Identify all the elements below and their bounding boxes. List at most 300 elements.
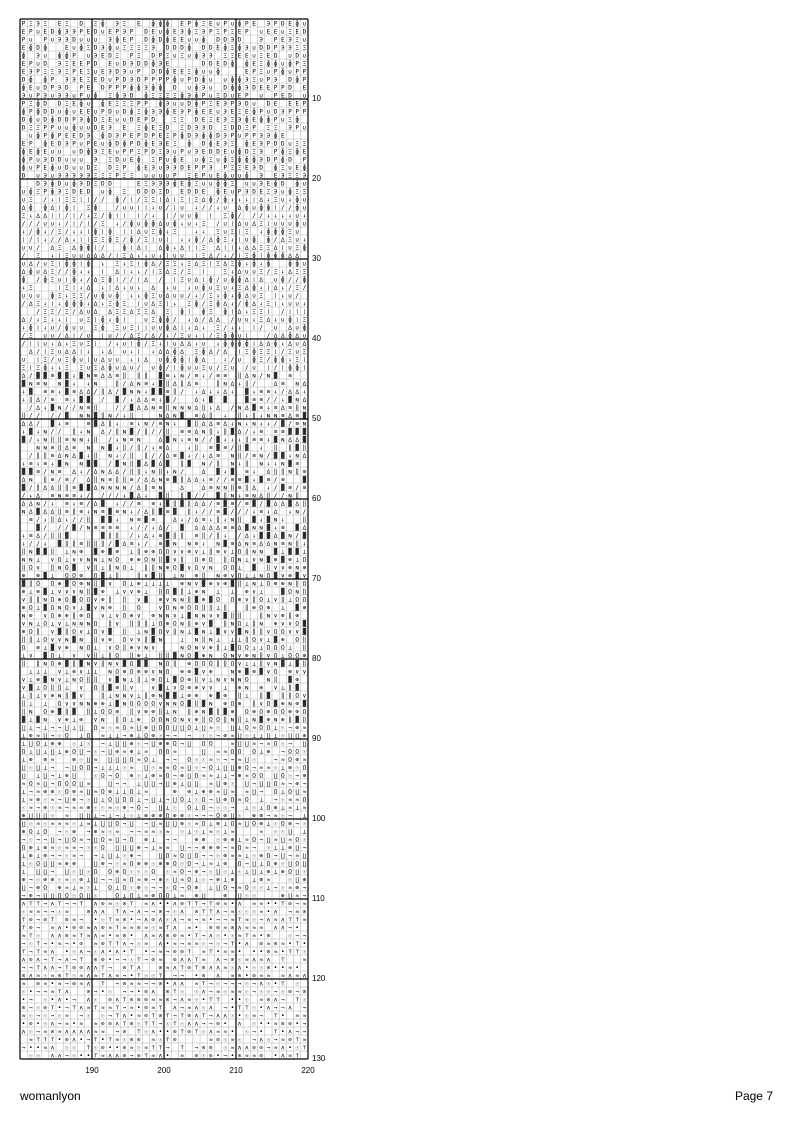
stitch-symbol: ∪ <box>252 53 256 60</box>
stitch-symbol: ⊕ <box>216 877 220 884</box>
stitch-symbol: / <box>36 221 40 228</box>
stitch-symbol: ❘ <box>144 205 148 212</box>
stitch-symbol: ɴ <box>252 373 256 380</box>
stitch-symbol: ↓ <box>130 357 134 364</box>
stitch-symbol: ↓ <box>267 197 271 204</box>
stitch-symbol: P <box>245 21 249 28</box>
stitch-symbol: ¬ <box>123 989 127 996</box>
stitch-symbol: Ω <box>238 861 242 868</box>
stitch-symbol: E <box>216 61 220 68</box>
stitch-symbol: ‖ <box>245 485 249 492</box>
stitch-symbol: ⊥ <box>209 629 213 636</box>
stitch-symbol: ≡ <box>195 533 199 540</box>
stitch-symbol: / <box>195 453 199 460</box>
stitch-symbol: ∪ <box>259 29 263 36</box>
stitch-symbol: ¬ <box>151 949 155 956</box>
stitch-symbol: Ω <box>295 749 299 756</box>
stitch-symbol: ↓ <box>22 397 26 404</box>
stitch-symbol: Э <box>108 125 112 132</box>
stitch-symbol: ɸ <box>173 357 177 364</box>
stitch-symbol: ʌ <box>51 933 55 940</box>
stitch-symbol: Э <box>259 37 263 44</box>
stitch-symbol: ▓ <box>281 420 285 428</box>
stitch-symbol: ⊕ <box>187 661 191 668</box>
stitch-symbol: ❘ <box>274 349 278 356</box>
stitch-symbol: / <box>144 445 148 452</box>
stitch-symbol: ɴ <box>151 405 155 412</box>
stitch-symbol: ɴ <box>79 645 83 652</box>
stitch-symbol: ≈ <box>115 829 119 836</box>
stitch-symbol: ʌ <box>159 1053 163 1060</box>
stitch-symbol: Ξ <box>295 189 299 196</box>
stitch-symbol: Ω <box>173 765 177 772</box>
stitch-symbol: ∨ <box>151 645 155 652</box>
stitch-symbol: ▓ <box>58 372 62 380</box>
stitch-symbol: ∆ <box>21 477 26 484</box>
stitch-symbol: ¬ <box>195 1045 199 1052</box>
stitch-symbol: Ξ <box>202 261 206 268</box>
stitch-symbol: ∪ <box>267 69 271 76</box>
stitch-symbol: P <box>303 69 307 76</box>
stitch-symbol: ʌ <box>288 1029 292 1036</box>
stitch-symbol: ≡ <box>159 405 163 412</box>
stitch-symbol: ⊥ <box>36 605 40 612</box>
stitch-symbol: ∨ <box>72 557 76 564</box>
stitch-symbol: ⊙ <box>195 1053 199 1060</box>
stitch-symbol: ▓ <box>274 636 278 644</box>
stitch-symbol: ⊤ <box>166 1037 170 1044</box>
stitch-symbol: ☉ <box>245 893 249 900</box>
stitch-symbol: ɸ <box>43 365 47 372</box>
stitch-symbol: ⋃ <box>43 813 47 820</box>
stitch-symbol: ☉ <box>166 869 170 876</box>
stitch-symbol: ʌ <box>173 925 177 932</box>
stitch-symbol: ∨ <box>173 685 177 692</box>
stitch-symbol: ∆ <box>86 477 91 484</box>
stitch-symbol: • <box>245 973 249 980</box>
stitch-symbol: Э <box>288 45 292 52</box>
stitch-symbol: ɸ <box>295 149 299 156</box>
stitch-symbol: E <box>223 189 227 196</box>
stitch-symbol: ↓ <box>151 533 155 540</box>
stitch-symbol: ☉ <box>43 997 47 1004</box>
stitch-symbol: ɸ <box>267 61 271 68</box>
stitch-symbol: ⊤ <box>173 1021 177 1028</box>
stitch-symbol: ≈ <box>51 757 55 764</box>
stitch-symbol: / <box>65 213 69 220</box>
stitch-symbol: ʌ <box>58 1053 62 1060</box>
stitch-symbol: ⊕ <box>303 773 307 780</box>
stitch-symbol: ⋃ <box>166 821 170 828</box>
stitch-symbol: Ξ <box>65 309 69 316</box>
stitch-symbol: ↓ <box>159 397 163 404</box>
stitch-symbol: ⊙ <box>151 917 155 924</box>
stitch-symbol: Ξ <box>223 53 227 60</box>
stitch-symbol: D <box>101 85 105 92</box>
stitch-symbol: Ξ <box>288 29 292 36</box>
stitch-symbol: ‖ <box>238 717 242 724</box>
stitch-symbol: / <box>36 261 40 268</box>
stitch-symbol: / <box>159 333 163 340</box>
stitch-symbol: ↓ <box>79 229 83 236</box>
stitch-symbol: ∪ <box>223 229 227 236</box>
stitch-symbol: ɸ <box>151 37 155 44</box>
stitch-symbol: ≡ <box>252 541 256 548</box>
stitch-symbol: E <box>108 117 112 124</box>
stitch-symbol: ‖ <box>108 533 112 540</box>
stitch-symbol: Ξ <box>137 109 141 116</box>
stitch-symbol: ⊙ <box>238 973 242 980</box>
stitch-symbol: ⊕ <box>29 613 33 620</box>
stitch-symbol: ⊕ <box>144 877 148 884</box>
stitch-symbol: ☉ <box>29 1053 33 1060</box>
stitch-symbol: ≈ <box>87 781 91 788</box>
stitch-symbol: / <box>43 397 47 404</box>
stitch-symbol: ʌ <box>22 1029 26 1036</box>
stitch-symbol: ‖ <box>295 469 299 476</box>
stitch-symbol: ¬ <box>303 933 307 940</box>
stitch-symbol: Ξ <box>231 157 235 164</box>
stitch-symbol: Ξ <box>94 365 98 372</box>
stitch-symbol: ⊕ <box>22 629 26 636</box>
stitch-symbol: ⊥ <box>166 677 170 684</box>
stitch-symbol: ❘ <box>58 261 62 268</box>
stitch-symbol: ɸ <box>223 197 227 204</box>
stitch-symbol: ¬ <box>36 1029 40 1036</box>
stitch-symbol: ‖ <box>130 453 134 460</box>
stitch-symbol: Ω <box>274 653 278 660</box>
stitch-symbol: ∨ <box>130 693 134 700</box>
stitch-symbol: D <box>223 85 227 92</box>
stitch-symbol: ¬ <box>29 789 33 796</box>
stitch-symbol: ☉ <box>43 1021 47 1028</box>
stitch-symbol: ▓ <box>108 684 112 692</box>
stitch-symbol: D <box>173 45 177 52</box>
stitch-symbol: ¬ <box>202 853 206 860</box>
stitch-symbol: ▓ <box>166 692 170 700</box>
stitch-symbol: ▓ <box>72 564 76 572</box>
stitch-symbol: ⊥ <box>108 573 112 580</box>
stitch-symbol: ∪ <box>43 261 47 268</box>
stitch-symbol: ‖ <box>238 517 242 524</box>
stitch-symbol: ⊥ <box>108 693 112 700</box>
stitch-symbol: Ξ <box>187 173 191 180</box>
stitch-symbol: ⊕ <box>303 605 307 612</box>
stitch-symbol: / <box>130 533 134 540</box>
stitch-symbol: ɸ <box>223 341 227 348</box>
stitch-symbol: ⊙ <box>173 949 177 956</box>
stitch-symbol: ⊤ <box>231 941 235 948</box>
stitch-symbol: ∪ <box>259 77 263 84</box>
stitch-symbol: ≈ <box>79 805 83 812</box>
stitch-symbol: ¬ <box>58 837 62 844</box>
stitch-symbol: / <box>166 365 170 372</box>
stitch-symbol: ∆ <box>302 341 307 348</box>
stitch-symbol: ɸ <box>51 189 55 196</box>
stitch-symbol: ¬ <box>238 981 242 988</box>
stitch-symbol: ɸ <box>238 277 242 284</box>
stitch-symbol: ɴ <box>187 541 191 548</box>
stitch-symbol: ɸ <box>115 293 119 300</box>
stitch-symbol: ⊙ <box>288 901 292 908</box>
stitch-symbol: ∆ <box>71 245 76 252</box>
stitch-symbol: ⊕ <box>238 685 242 692</box>
stitch-symbol: ☉ <box>123 853 127 860</box>
stitch-symbol: ‖ <box>195 677 199 684</box>
stitch-symbol: ‖ <box>166 653 170 660</box>
stitch-symbol: ∆ <box>244 533 249 540</box>
stitch-symbol: ↓ <box>123 285 127 292</box>
stitch-symbol: Ω <box>187 757 191 764</box>
stitch-symbol: ≈ <box>65 821 69 828</box>
stitch-symbol: ❘ <box>281 245 285 252</box>
stitch-symbol: ¬ <box>166 909 170 916</box>
stitch-symbol: ∨ <box>72 701 76 708</box>
stitch-symbol: Ξ <box>223 125 227 132</box>
stitch-symbol: Ξ <box>94 237 98 244</box>
stitch-symbol: ▓ <box>303 436 307 444</box>
stitch-symbol: Ξ <box>281 165 285 172</box>
stitch-symbol: P <box>87 141 91 148</box>
stitch-symbol: Ω <box>130 893 134 900</box>
stitch-symbol: ❘ <box>51 301 55 308</box>
stitch-symbol: ¬ <box>202 813 206 820</box>
stitch-symbol: / <box>202 437 206 444</box>
stitch-symbol: Ω <box>51 605 55 612</box>
stitch-symbol: ❘ <box>303 357 307 364</box>
stitch-symbol: Ω <box>195 557 199 564</box>
stitch-symbol: ʌ <box>58 997 62 1004</box>
row-label: 20 <box>312 175 321 183</box>
stitch-symbol: ‖ <box>238 413 242 420</box>
stitch-symbol: ∪ <box>166 157 170 164</box>
stitch-symbol: ↓ <box>144 493 148 500</box>
stitch-symbol: ∨ <box>137 637 141 644</box>
stitch-symbol: ⊕ <box>130 749 134 756</box>
stitch-symbol: ⊥ <box>231 637 235 644</box>
stitch-symbol: / <box>281 309 285 316</box>
stitch-symbol: ¬ <box>29 877 33 884</box>
stitch-symbol: ↓ <box>22 461 26 468</box>
stitch-symbol: ɴ <box>231 717 235 724</box>
stitch-symbol: D <box>209 61 213 68</box>
stitch-symbol: ❘ <box>195 253 199 260</box>
stitch-symbol: P <box>202 93 206 100</box>
stitch-symbol: ∆ <box>158 221 163 228</box>
stitch-symbol: ⊕ <box>130 613 134 620</box>
stitch-symbol: ɸ <box>173 77 177 84</box>
stitch-symbol: ∪ <box>209 85 213 92</box>
stitch-symbol: Ω <box>187 885 191 892</box>
stitch-symbol: ⊕ <box>303 653 307 660</box>
stitch-symbol: D <box>223 93 227 100</box>
stitch-symbol: ❘ <box>115 213 119 220</box>
stitch-symbol: ∪ <box>231 189 235 196</box>
stitch-symbol: ❘ <box>159 197 163 204</box>
stitch-symbol: ∆ <box>107 309 112 316</box>
stitch-symbol: ❘ <box>101 333 105 340</box>
stitch-symbol: • <box>238 997 242 1004</box>
stitch-symbol: ‖ <box>223 661 227 668</box>
stitch-symbol: ☉ <box>173 805 177 812</box>
stitch-symbol: ⋃ <box>65 837 69 844</box>
stitch-symbol: P <box>274 21 278 28</box>
stitch-symbol: ¬ <box>259 837 263 844</box>
stitch-symbol: ☉ <box>137 741 141 748</box>
stitch-symbol: D <box>281 21 285 28</box>
stitch-symbol: ⊙ <box>87 989 91 996</box>
stitch-symbol: ∆ <box>35 213 40 220</box>
stitch-symbol: Ω <box>259 773 263 780</box>
stitch-symbol: ¬ <box>43 837 47 844</box>
stitch-symbol: ∪ <box>216 21 220 28</box>
stitch-symbol: ↓ <box>101 349 105 356</box>
stitch-symbol: ⋃ <box>295 845 299 852</box>
stitch-symbol: ∆ <box>237 309 242 316</box>
stitch-symbol: Ω <box>209 717 213 724</box>
stitch-symbol: ≈ <box>87 933 91 940</box>
stitch-symbol: / <box>72 517 76 524</box>
stitch-symbol: ‖ <box>274 469 278 476</box>
stitch-symbol: / <box>216 197 220 204</box>
stitch-symbol: Ω <box>245 709 249 716</box>
stitch-symbol: ¬ <box>202 1021 206 1028</box>
stitch-symbol: ɸ <box>115 301 119 308</box>
stitch-symbol: ≈ <box>123 877 127 884</box>
stitch-symbol: ∨ <box>72 653 76 660</box>
stitch-symbol: Ξ <box>159 93 163 100</box>
stitch-symbol: ≈ <box>79 789 83 796</box>
stitch-symbol: ʌ <box>159 917 163 924</box>
stitch-symbol: ¬ <box>137 853 141 860</box>
stitch-symbol: • <box>295 965 299 972</box>
stitch-symbol: ⋃ <box>43 893 47 900</box>
stitch-symbol: Ω <box>267 573 271 580</box>
stitch-symbol: ∨ <box>202 645 206 652</box>
stitch-symbol: ∪ <box>238 317 242 324</box>
stitch-symbol: / <box>115 333 119 340</box>
stitch-symbol: • <box>267 901 271 908</box>
stitch-symbol: E <box>267 181 271 188</box>
stitch-symbol: ɴ <box>43 717 47 724</box>
stitch-symbol: ɴ <box>58 405 62 412</box>
stitch-symbol: ⋃ <box>94 797 98 804</box>
stitch-symbol: ⊤ <box>281 957 285 964</box>
stitch-symbol: P <box>303 157 307 164</box>
column-label: 190 <box>82 1066 102 1075</box>
stitch-symbol: Ω <box>58 781 62 788</box>
stitch-symbol: Ξ <box>259 69 263 76</box>
stitch-symbol: ⊕ <box>94 829 98 836</box>
stitch-symbol: P <box>115 29 119 36</box>
stitch-symbol: Ξ <box>65 357 69 364</box>
stitch-symbol: ¬ <box>180 973 184 980</box>
stitch-symbol: ∆ <box>100 373 105 380</box>
stitch-symbol: ▓ <box>72 636 76 644</box>
stitch-symbol: ¬ <box>51 733 55 740</box>
stitch-symbol: ↓ <box>216 293 220 300</box>
stitch-symbol: ∆ <box>28 261 33 268</box>
stitch-symbol: ⋃ <box>22 725 26 732</box>
stitch-symbol: ɴ <box>231 517 235 524</box>
stitch-symbol: ɸ <box>288 333 292 340</box>
stitch-symbol: ⋃ <box>202 749 206 756</box>
stitch-symbol: ⊥ <box>108 613 112 620</box>
stitch-symbol: ↓ <box>238 197 242 204</box>
stitch-symbol: ☉ <box>58 877 62 884</box>
stitch-symbol: Ξ <box>223 365 227 372</box>
stitch-symbol: ≈ <box>303 901 307 908</box>
stitch-symbol: ⊕ <box>101 861 105 868</box>
stitch-symbol: Э <box>267 21 271 28</box>
stitch-symbol: Ω <box>87 645 91 652</box>
stitch-symbol: Э <box>65 29 69 36</box>
stitch-symbol: Ω <box>238 573 242 580</box>
stitch-symbol: E <box>252 141 256 148</box>
stitch-symbol: ɴ <box>216 541 220 548</box>
stitch-symbol: Э <box>259 157 263 164</box>
stitch-symbol: ▓ <box>267 692 271 700</box>
stitch-symbol: P <box>72 53 76 60</box>
stitch-symbol: ɴ <box>202 589 206 596</box>
stitch-symbol: ∆ <box>266 541 271 548</box>
stitch-symbol: Ω <box>187 877 191 884</box>
stitch-symbol: ⊥ <box>36 853 40 860</box>
stitch-symbol: ∆ <box>93 485 98 492</box>
stitch-symbol: ⊤ <box>137 957 141 964</box>
stitch-symbol: ⊥ <box>245 581 249 588</box>
stitch-symbol: ∆ <box>258 341 263 348</box>
stitch-symbol: Ω <box>288 589 292 596</box>
stitch-symbol: ❘ <box>274 205 278 212</box>
stitch-symbol: ɸ <box>195 213 199 220</box>
stitch-symbol: ∆ <box>100 357 105 364</box>
stitch-symbol: ‖ <box>295 581 299 588</box>
stitch-symbol: ≈ <box>303 805 307 812</box>
stitch-symbol: Ω <box>29 781 33 788</box>
stitch-symbol: ☉ <box>216 837 220 844</box>
stitch-symbol: ⊕ <box>79 613 83 620</box>
stitch-symbol: ɸ <box>295 261 299 268</box>
stitch-symbol: Ω <box>281 709 285 716</box>
stitch-symbol: ɸ <box>267 117 271 124</box>
stitch-symbol: / <box>216 477 220 484</box>
stitch-symbol: ɸ <box>180 357 184 364</box>
stitch-symbol: ɴ <box>195 645 199 652</box>
stitch-symbol: ∨ <box>180 549 184 556</box>
stitch-symbol: ∪ <box>216 157 220 164</box>
stitch-symbol: ⊥ <box>303 829 307 836</box>
stitch-symbol: ⊕ <box>130 645 134 652</box>
stitch-symbol: ▓ <box>79 660 83 668</box>
stitch-symbol: ≈ <box>231 789 235 796</box>
stitch-symbol: ¬ <box>173 733 177 740</box>
stitch-symbol: ▓ <box>72 524 76 532</box>
stitch-symbol: ❘ <box>202 269 206 276</box>
stitch-symbol: ʌ <box>259 981 263 988</box>
stitch-symbol: ‖ <box>281 597 285 604</box>
stitch-symbol: ∆ <box>42 509 47 516</box>
stitch-symbol: Ω <box>245 885 249 892</box>
stitch-symbol: Э <box>72 29 76 36</box>
stitch-symbol: ↓ <box>195 389 199 396</box>
stitch-symbol: ∪ <box>252 205 256 212</box>
stitch-symbol: E <box>123 125 127 132</box>
stitch-symbol: ∪ <box>252 293 256 300</box>
stitch-symbol: D <box>101 77 105 84</box>
stitch-symbol: ≡ <box>65 397 69 404</box>
stitch-symbol: ¬ <box>295 933 299 940</box>
